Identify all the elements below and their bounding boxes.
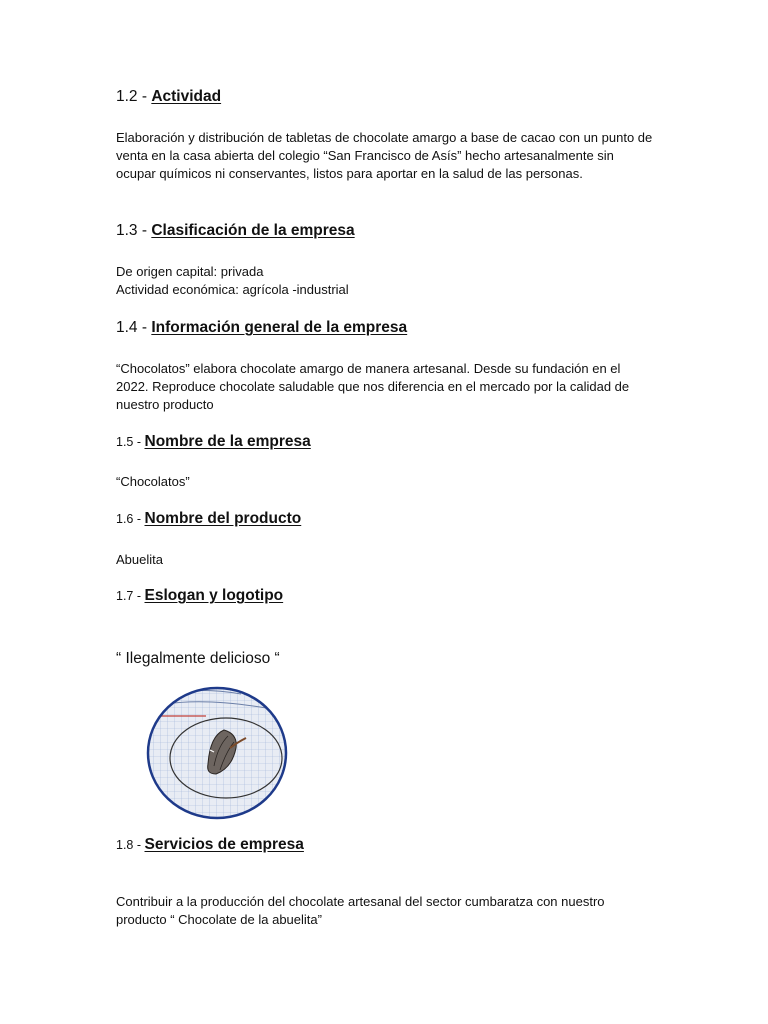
section-number: 1.5 -	[116, 435, 145, 449]
section-heading-nombre-producto	[116, 510, 301, 528]
section-number: 1.4 -	[116, 319, 152, 336]
paragraph-informacion: “Chocolatos” elabora chocolate amargo de manera artesanal. Desde su fundación en el 2022. Reproduce chocolate saludable que nos diferencia en el mercado por la calidad de nuestro producto	[116, 361, 630, 412]
section-title: Nombre de la empresa	[144, 433, 311, 450]
section-title: Actividad	[151, 88, 222, 105]
paragraph-actividad: Elaboración y distribución de tabletas de chocolate amargo a base de cacao con un punto de venta en la casa abierta del colegio “San Francisco de Asís” hecho artesanalmente sin ocupar químicos ni conservantes, listos para aportar en la salud de las personas.	[116, 130, 653, 181]
section-heading-actividad	[116, 88, 221, 106]
section-title: Información general de la empresa	[151, 319, 408, 336]
section-number: 1.6 -	[116, 512, 145, 526]
section-number: 1.8 -	[116, 838, 145, 852]
section-title: Servicios de empresa	[144, 836, 304, 853]
paragraph-clasificacion-line1: De origen capital: privada	[116, 264, 264, 279]
section-number: 1.2 -	[116, 88, 152, 105]
section-title: Clasificación de la empresa	[151, 222, 355, 239]
section-title: Nombre del producto	[144, 510, 302, 527]
section-heading-servicios	[116, 836, 304, 854]
section-heading-informacion	[116, 319, 407, 337]
section-heading-eslogan	[116, 587, 283, 605]
section-heading-clasificacion	[116, 222, 355, 240]
paragraph-clasificacion-line2: Actividad económica: agrícola -industrial	[116, 282, 349, 297]
paragraph-nombre-producto: Abuelita	[116, 552, 163, 567]
section-number: 1.3 -	[116, 222, 152, 239]
section-title: Eslogan y logotipo	[144, 587, 284, 604]
section-heading-nombre-empresa	[116, 433, 311, 451]
company-logo	[146, 686, 288, 820]
slogan-text: “ Ilegalmente delicioso “	[116, 650, 280, 667]
section-number: 1.7 -	[116, 589, 145, 603]
paragraph-nombre-empresa: “Chocolatos”	[116, 474, 190, 489]
paragraph-servicios: Contribuir a la producción del chocolate artesanal del sector cumbaratza con nuestro producto “ Chocolate de la abuelita”	[116, 894, 605, 927]
